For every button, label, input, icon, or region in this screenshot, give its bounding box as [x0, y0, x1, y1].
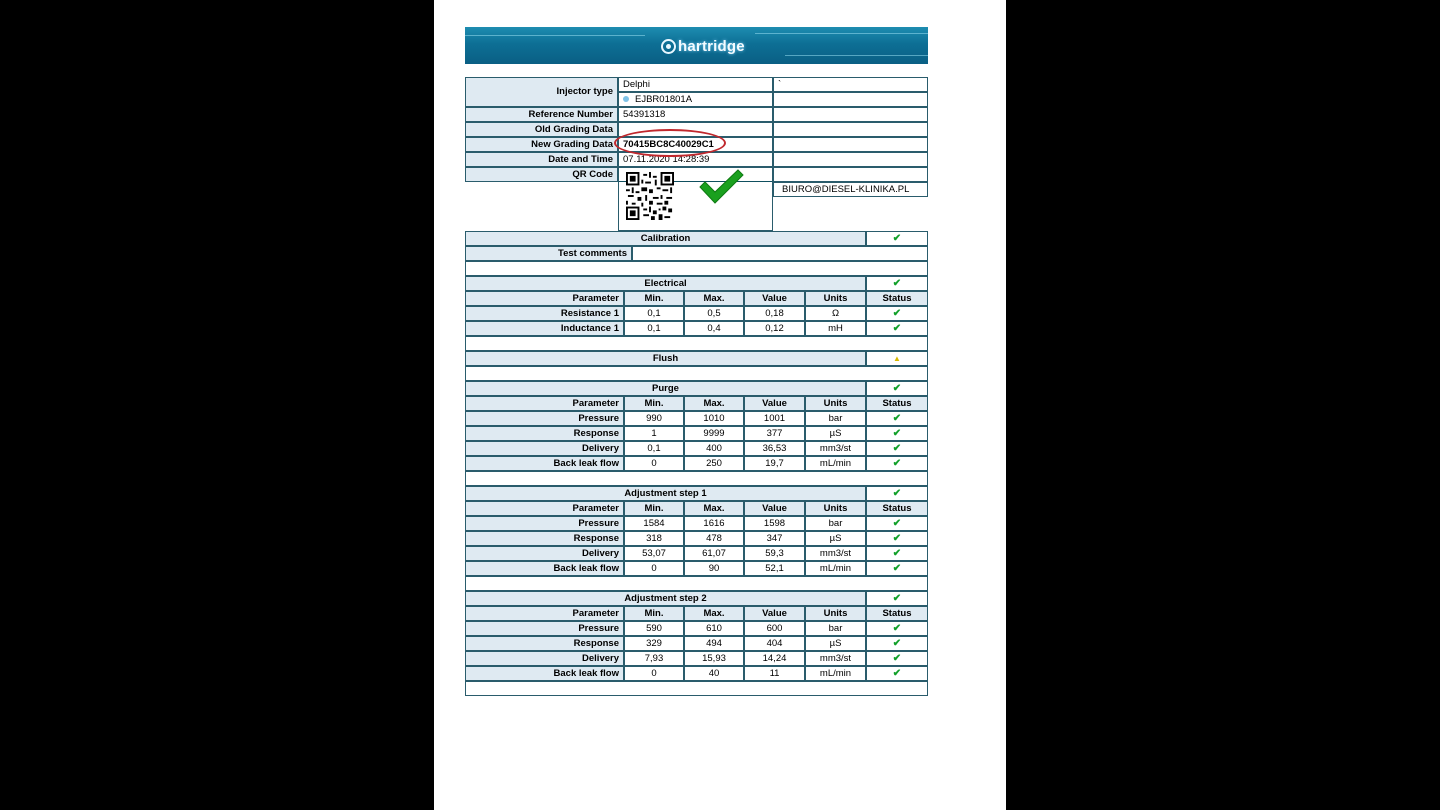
check-icon: ✔ [892, 653, 902, 664]
warning-icon: ▲ [893, 354, 901, 363]
electrical-col-2: Max. [684, 291, 744, 306]
check-icon: ✔ [892, 533, 902, 544]
purge-max: 9999 [684, 426, 744, 441]
email-value: BIURO@DIESEL-KLINIKA.PL [773, 182, 928, 197]
status-dot-icon [623, 96, 629, 102]
date-value: 07.11.2020 14:28:39 [618, 152, 773, 167]
adj1-param-name: Response [465, 531, 624, 546]
test-comments-value [632, 246, 928, 261]
adj2-row-status [866, 666, 928, 681]
check-icon: ✔ [892, 278, 902, 289]
electrical-min: 0,1 [624, 306, 684, 321]
electrical-col-0: Parameter [465, 291, 624, 306]
purge-value: 377 [744, 426, 805, 441]
adj2-value: 600 [744, 621, 805, 636]
hartridge-logo-icon [661, 39, 676, 54]
adj2-param-name: Response [465, 636, 624, 651]
adj2-min: 329 [624, 636, 684, 651]
hartridge-logo [661, 37, 745, 55]
adj1-value: 59,3 [744, 546, 805, 561]
check-icon: ✔ [892, 563, 902, 574]
old-grading-label: Old Grading Data [465, 122, 618, 137]
purge-value: 19,7 [744, 456, 805, 471]
purge-unit: mm3/st [805, 441, 866, 456]
electrical-row-status [866, 306, 928, 321]
adj2-param-name: Delivery [465, 651, 624, 666]
adj1-param-name: Pressure [465, 516, 624, 531]
adj1-col-5: Status [866, 501, 928, 516]
purge-col-2: Max. [684, 396, 744, 411]
adj1-unit: µS [805, 531, 866, 546]
reference-label: Reference Number [465, 107, 618, 122]
spacer-row [465, 336, 928, 351]
check-icon: ✔ [892, 233, 902, 244]
adj2-max: 610 [684, 621, 744, 636]
brand-name: hartridge [678, 37, 745, 55]
electrical-param-name: Resistance 1 [465, 306, 624, 321]
purge-max: 250 [684, 456, 744, 471]
purge-unit: µS [805, 426, 866, 441]
spacer-row [465, 366, 928, 381]
electrical-col-4: Units [805, 291, 866, 306]
check-icon: ✔ [892, 428, 902, 439]
adj2-unit: mL/min [805, 666, 866, 681]
adj2-unit: bar [805, 621, 866, 636]
adj1-col-0: Parameter [465, 501, 624, 516]
purge-title: Purge [465, 381, 866, 396]
adj1-max: 90 [684, 561, 744, 576]
electrical-col-3: Value [744, 291, 805, 306]
purge-unit: mL/min [805, 456, 866, 471]
adj1-row-status [866, 516, 928, 531]
injector-maker: Delphi [618, 77, 773, 92]
purge-param-name: Delivery [465, 441, 624, 456]
purge-max: 400 [684, 441, 744, 456]
adj1-unit: bar [805, 516, 866, 531]
adj2-col-2: Max. [684, 606, 744, 621]
adj1-min: 0 [624, 561, 684, 576]
check-icon: ✔ [892, 413, 902, 424]
injector-code: EJBR01801A [635, 94, 693, 105]
electrical-col-1: Min. [624, 291, 684, 306]
check-icon: ✔ [892, 668, 902, 679]
adj2-value: 11 [744, 666, 805, 681]
adj1-row-status [866, 546, 928, 561]
purge-param-name: Response [465, 426, 624, 441]
reference-value: 54391318 [618, 107, 773, 122]
adj2-unit: µS [805, 636, 866, 651]
electrical-param-name: Inductance 1 [465, 321, 624, 336]
electrical-row-status [866, 321, 928, 336]
pass-check-icon [698, 167, 746, 207]
purge-row-status [866, 456, 928, 471]
check-icon: ✔ [892, 593, 902, 604]
adj1-status [866, 486, 928, 501]
spacer-row [465, 681, 928, 696]
adj1-col-1: Min. [624, 501, 684, 516]
adj2-value: 14,24 [744, 651, 805, 666]
adj2-max: 494 [684, 636, 744, 651]
adj2-param-name: Pressure [465, 621, 624, 636]
adj1-max: 1616 [684, 516, 744, 531]
purge-row-status [866, 426, 928, 441]
purge-min: 1 [624, 426, 684, 441]
purge-param-name: Pressure [465, 411, 624, 426]
purge-col-3: Value [744, 396, 805, 411]
adj2-col-0: Parameter [465, 606, 624, 621]
check-icon: ✔ [892, 518, 902, 529]
adj1-param-name: Back leak flow [465, 561, 624, 576]
adj1-value: 347 [744, 531, 805, 546]
adj2-title: Adjustment step 2 [465, 591, 866, 606]
check-icon: ✔ [892, 548, 902, 559]
check-icon: ✔ [892, 488, 902, 499]
purge-value: 1001 [744, 411, 805, 426]
electrical-status [866, 276, 928, 291]
check-icon: ✔ [892, 623, 902, 634]
check-icon: ✔ [892, 443, 902, 454]
adj1-col-2: Max. [684, 501, 744, 516]
purge-row-status [866, 441, 928, 456]
electrical-title: Electrical [465, 276, 866, 291]
purge-col-4: Units [805, 396, 866, 411]
flush-status [866, 351, 928, 366]
new-grading-value: 70415BC8C40029C1 [618, 137, 773, 152]
adj1-min: 1584 [624, 516, 684, 531]
test-comments-label: Test comments [465, 246, 632, 261]
purge-col-0: Parameter [465, 396, 624, 411]
electrical-value: 0,12 [744, 321, 805, 336]
adj1-value: 52,1 [744, 561, 805, 576]
adj2-col-3: Value [744, 606, 805, 621]
adj2-col-1: Min. [624, 606, 684, 621]
adj2-max: 15,93 [684, 651, 744, 666]
adj1-min: 53,07 [624, 546, 684, 561]
electrical-unit: mH [805, 321, 866, 336]
purge-max: 1010 [684, 411, 744, 426]
purge-min: 0 [624, 456, 684, 471]
check-icon: ✔ [892, 323, 902, 334]
qr-label: QR Code [465, 167, 618, 182]
adj1-param-name: Delivery [465, 546, 624, 561]
electrical-max: 0,4 [684, 321, 744, 336]
flush-title: Flush [465, 351, 866, 366]
adj2-min: 590 [624, 621, 684, 636]
adj1-col-3: Value [744, 501, 805, 516]
spacer-row [465, 576, 928, 591]
electrical-col-5: Status [866, 291, 928, 306]
electrical-unit: Ω [805, 306, 866, 321]
header-banner [465, 27, 928, 64]
old-grading-value [618, 122, 773, 137]
injector-type-label: Injector type [465, 77, 618, 107]
adj2-row-status [866, 636, 928, 651]
adj2-unit: mm3/st [805, 651, 866, 666]
adj2-status [866, 591, 928, 606]
new-grading-label: New Grading Data [465, 137, 618, 152]
adj2-min: 0 [624, 666, 684, 681]
date-label: Date and Time [465, 152, 618, 167]
calibration-title: Calibration [465, 231, 866, 246]
qr-code-icon [626, 172, 674, 220]
adj2-col-5: Status [866, 606, 928, 621]
purge-param-name: Back leak flow [465, 456, 624, 471]
electrical-value: 0,18 [744, 306, 805, 321]
adj1-row-status [866, 531, 928, 546]
adj1-max: 61,07 [684, 546, 744, 561]
adj2-param-name: Back leak flow [465, 666, 624, 681]
check-icon: ✔ [892, 308, 902, 319]
adj1-unit: mm3/st [805, 546, 866, 561]
purge-row-status [866, 411, 928, 426]
mark-cell: ` [773, 77, 928, 92]
adj1-title: Adjustment step 1 [465, 486, 866, 501]
adj1-max: 478 [684, 531, 744, 546]
purge-min: 990 [624, 411, 684, 426]
check-icon: ✔ [892, 638, 902, 649]
electrical-max: 0,5 [684, 306, 744, 321]
adj2-row-status [866, 651, 928, 666]
adj2-min: 7,93 [624, 651, 684, 666]
spacer-row [465, 261, 928, 276]
adj1-unit: mL/min [805, 561, 866, 576]
purge-col-1: Min. [624, 396, 684, 411]
calibration-status [866, 231, 928, 246]
adj2-row-status [866, 621, 928, 636]
purge-value: 36,53 [744, 441, 805, 456]
purge-unit: bar [805, 411, 866, 426]
purge-col-5: Status [866, 396, 928, 411]
purge-status [866, 381, 928, 396]
adj2-value: 404 [744, 636, 805, 651]
adj1-value: 1598 [744, 516, 805, 531]
purge-min: 0,1 [624, 441, 684, 456]
check-icon: ✔ [892, 383, 902, 394]
injector-code-cell [618, 92, 773, 107]
spacer-row [465, 471, 928, 486]
adj2-col-4: Units [805, 606, 866, 621]
adj1-col-4: Units [805, 501, 866, 516]
check-icon: ✔ [892, 458, 902, 469]
adj1-min: 318 [624, 531, 684, 546]
electrical-min: 0,1 [624, 321, 684, 336]
adj1-row-status [866, 561, 928, 576]
adj2-max: 40 [684, 666, 744, 681]
